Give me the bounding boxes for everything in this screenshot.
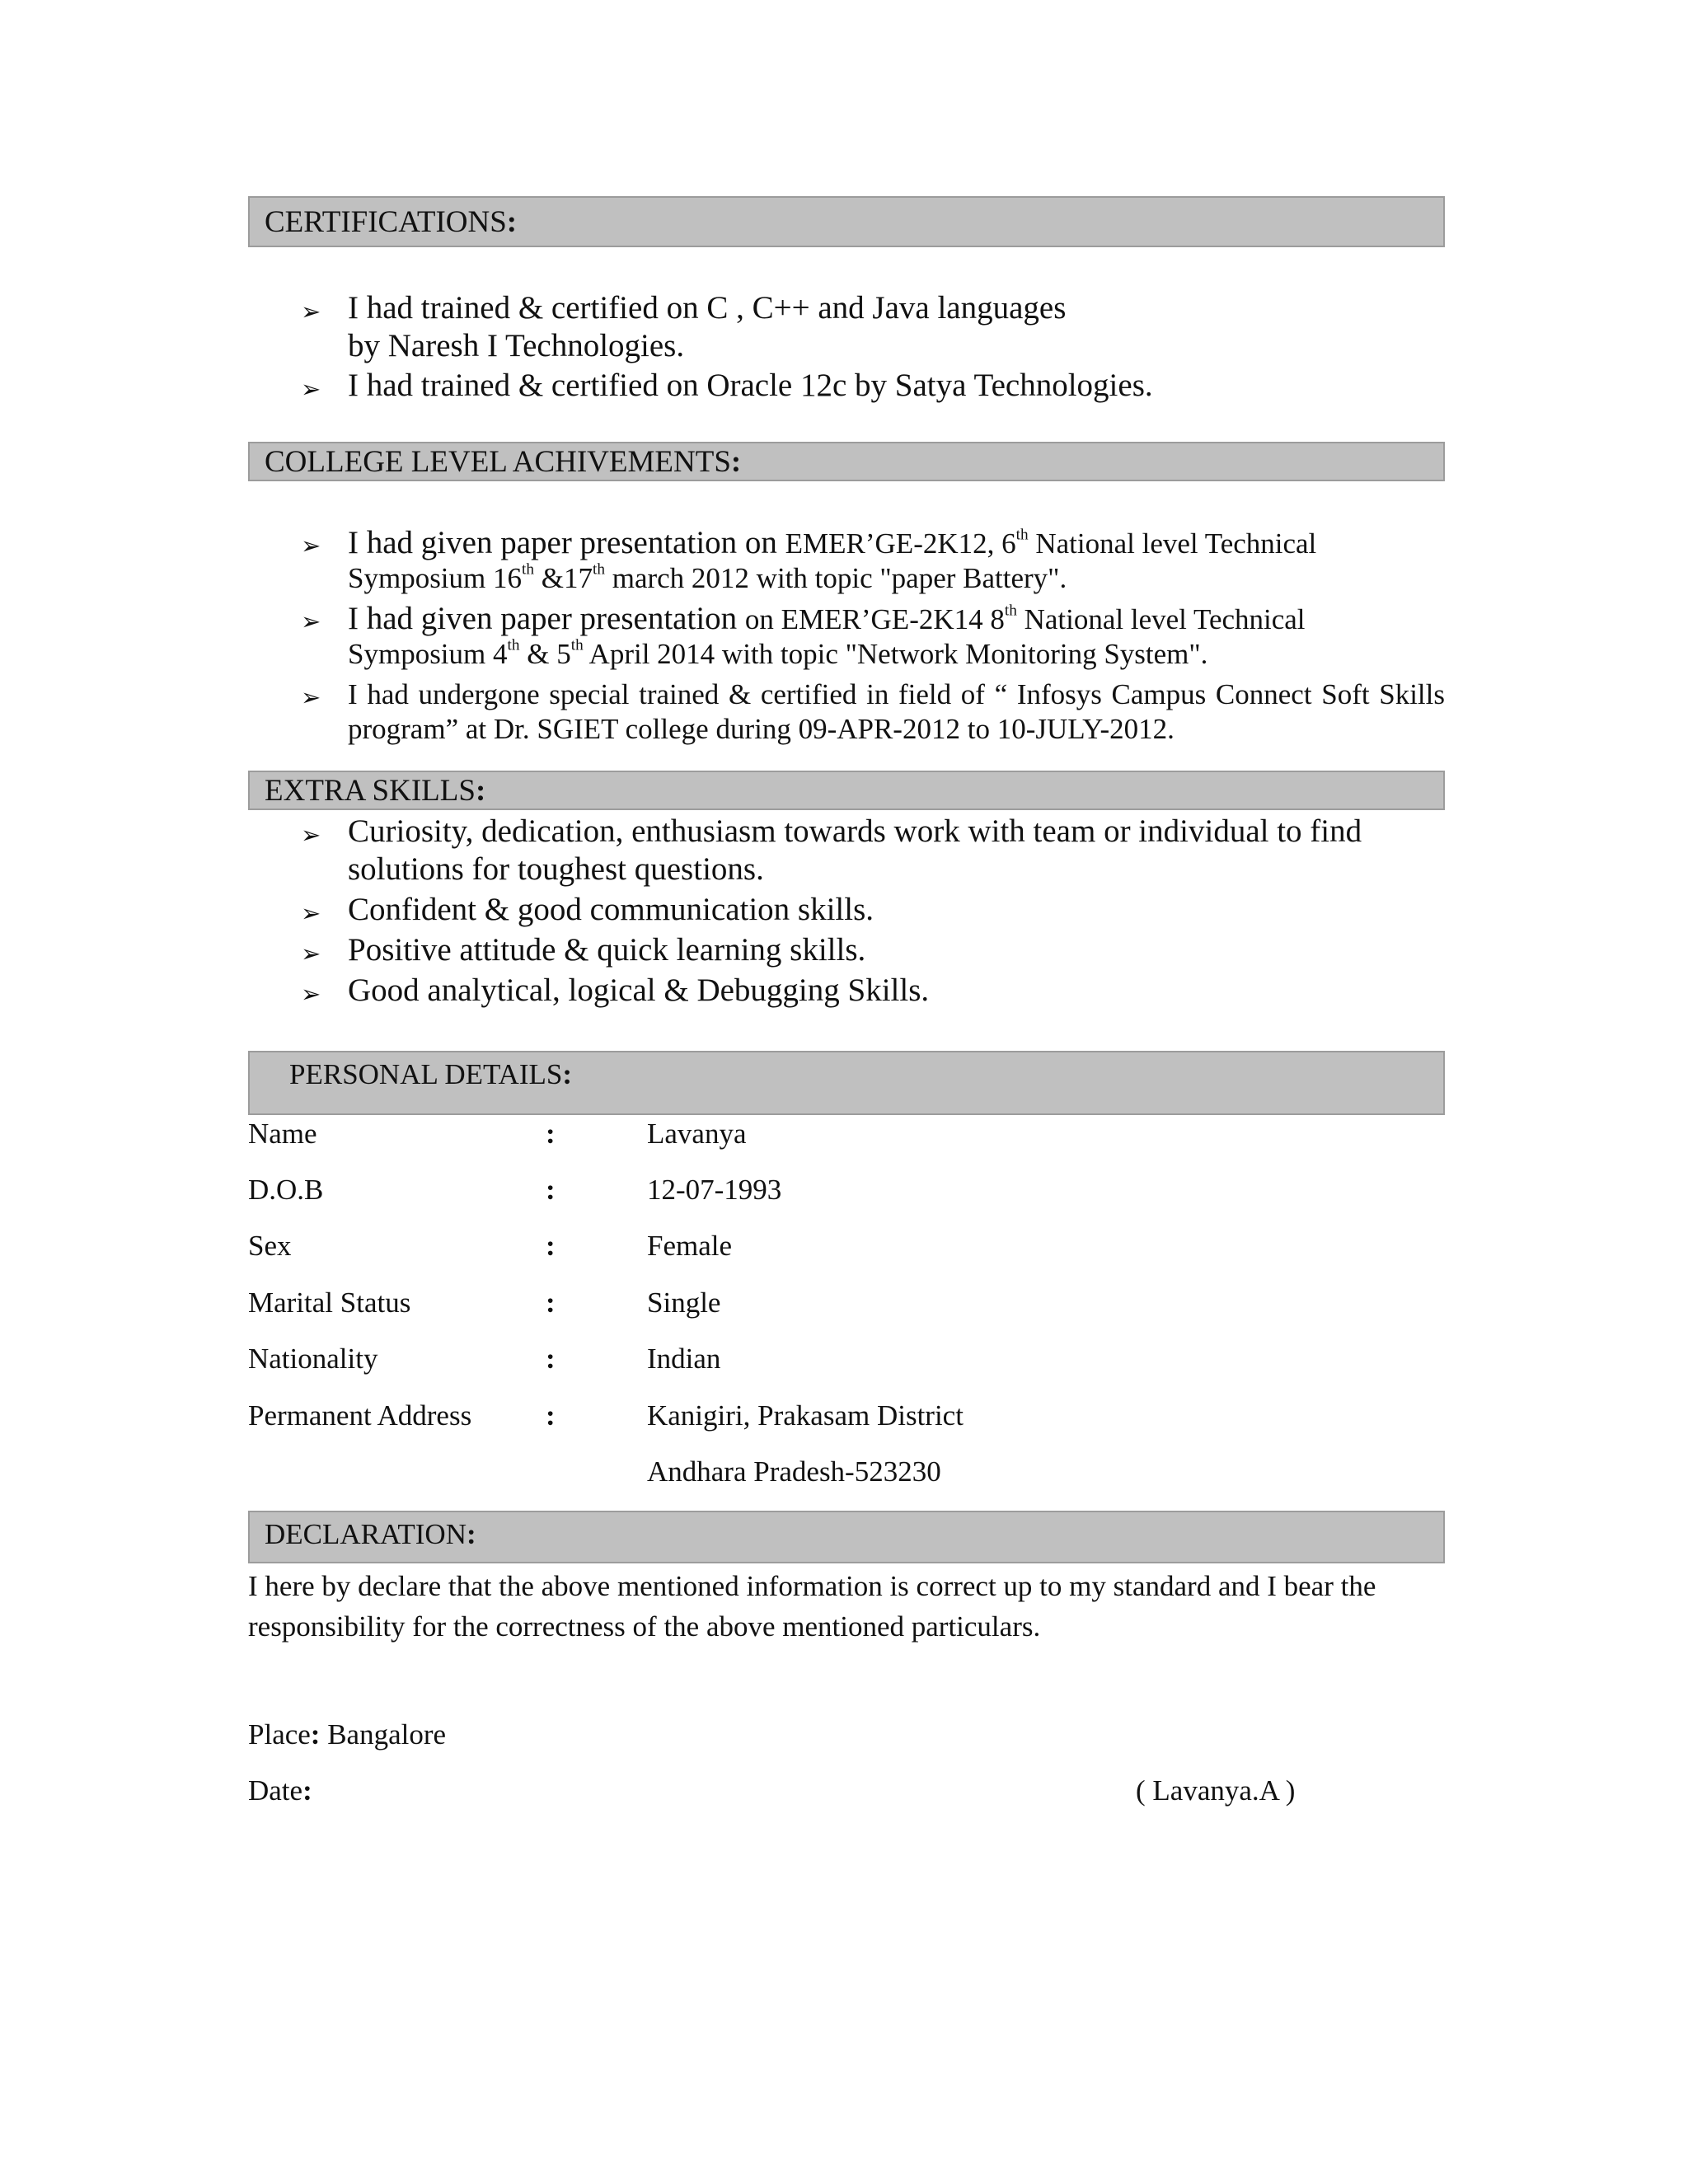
skill-1-text: Curiosity, dedication, enthusiasm towards work with team or individual to find solutions for toughest questions.: [348, 813, 1362, 887]
detail-value: Female: [647, 1230, 733, 1262]
arrowhead-bullet-icon: ➢: [301, 683, 321, 711]
arrowhead-bullet-icon: ➢: [301, 940, 321, 968]
achievement-1-sup-b: th: [522, 560, 534, 579]
achievement-1-part-a: EMER’GE-2K12, 6: [785, 527, 1016, 560]
list-item: [301, 289, 1445, 365]
list-item: [301, 813, 1445, 888]
achievement-3-text: I had undergone special trained & certified in field of “ Infosys Campus Connect Soft Skills program” at Dr. SGIET college during 09-APR-2012 to 10-JULY-2012.: [348, 678, 1445, 745]
list-item: [301, 677, 1445, 747]
skill-4-text: Good analytical, logical & Debugging Skills.: [348, 972, 930, 1008]
arrowhead-bullet-icon: ➢: [301, 298, 321, 326]
detail-value: Andhara Pradesh-523230: [647, 1455, 941, 1488]
cert-item-1-line2: by Naresh I Technologies.: [348, 328, 685, 363]
achievement-1-lead: I had given paper presentation on: [348, 525, 785, 560]
achievement-1-part-d: march 2012 with topic "paper Battery".: [604, 562, 1067, 594]
arrowhead-bullet-icon: ➢: [301, 980, 321, 1008]
list-item: [301, 602, 1445, 672]
detail-colon: :: [546, 1343, 556, 1375]
place-value: Bangalore: [320, 1718, 447, 1750]
achievement-1-part-c: &17: [534, 562, 593, 594]
arrowhead-bullet-icon: ➢: [301, 607, 321, 635]
achievement-2-part-c: & 5: [519, 638, 571, 670]
detail-label: Marital Status: [248, 1286, 411, 1319]
detail-label: D.O.B: [248, 1174, 324, 1206]
list-item: [301, 891, 1445, 929]
declaration-heading: DECLARATION: [265, 1518, 467, 1550]
cert-item-1-line1: I had trained & certified on C , C++ and Java languages: [348, 290, 1067, 326]
list-item: [301, 526, 1445, 596]
detail-colon: :: [546, 1174, 556, 1206]
arrowhead-bullet-icon: ➢: [301, 899, 321, 927]
extra-skills-list: [301, 813, 1445, 1010]
place-colon: :: [310, 1718, 321, 1750]
extra-skills-heading: EXTRA SKILLS: [265, 773, 476, 808]
extra-skills-heading-colon: :: [475, 773, 486, 808]
detail-value: Lavanya: [647, 1118, 747, 1150]
personal-details-header: [248, 1051, 1445, 1115]
achievements-header: [248, 442, 1445, 481]
achievements-list: [301, 526, 1445, 747]
declaration-text: I here by declare that the above mentioned information is correct up to my standard and I bear the responsibility for the correctness of the above mentioned particulars.: [248, 1570, 1376, 1643]
achievement-2-sup-b: th: [507, 636, 520, 654]
date-label: Date: [248, 1774, 303, 1807]
detail-value: Indian: [647, 1343, 721, 1375]
cert-item-2-line1: I had trained & certified on Oracle 12c by Satya Technologies.: [348, 368, 1153, 403]
detail-colon: :: [546, 1230, 556, 1262]
achievement-2-sup-c: th: [570, 636, 584, 654]
list-item: [301, 931, 1445, 969]
certifications-list: [301, 289, 1445, 405]
detail-label: Permanent Address: [248, 1399, 472, 1432]
achievement-1-sup-a: th: [1015, 526, 1029, 544]
detail-label: Name: [248, 1118, 317, 1150]
date-colon: :: [302, 1774, 312, 1807]
personal-details-heading-colon: :: [562, 1058, 572, 1090]
detail-value: 12-07-1993: [647, 1174, 782, 1206]
declaration-heading-colon: :: [466, 1518, 476, 1550]
skill-3-text: Positive attitude & quick learning skills.: [348, 932, 866, 968]
arrowhead-bullet-icon: ➢: [301, 821, 321, 849]
achievement-2-sup-a: th: [1004, 602, 1017, 620]
detail-colon: :: [546, 1118, 556, 1150]
arrowhead-bullet-icon: ➢: [301, 532, 321, 560]
achievements-heading-colon: :: [730, 444, 742, 479]
detail-value: Kanigiri, Prakasam District: [647, 1399, 964, 1432]
achievement-2-part-d: April 2014 with topic "Network Monitoring System".: [583, 638, 1208, 670]
place-line: [248, 1720, 446, 1749]
detail-colon: :: [546, 1286, 556, 1319]
declaration-header: [248, 1511, 1445, 1563]
achievement-1-part-b: National level Technical Symposium 16: [348, 527, 1317, 594]
list-item: [301, 367, 1445, 405]
achievement-2-lead: I had given paper presentation: [348, 601, 745, 636]
certifications-heading-colon: :: [506, 204, 518, 239]
detail-label: Nationality: [248, 1343, 378, 1375]
place-label: Place: [248, 1718, 311, 1750]
achievement-2-part-b: National level Technical Symposium 4: [348, 603, 1306, 670]
detail-label: Sex: [248, 1230, 292, 1262]
date-line: [248, 1776, 312, 1805]
achievement-1-sup-c: th: [592, 560, 605, 579]
skill-2-text: Confident & good communication skills.: [348, 892, 874, 927]
signature-name: ( Lavanya.A ): [1136, 1774, 1296, 1807]
achievements-heading: COLLEGE LEVEL ACHIVEMENTS: [265, 444, 731, 479]
certifications-header: [248, 196, 1445, 247]
achievement-2-part-a: on EMER’GE-2K14 8: [744, 603, 1005, 635]
certifications-heading: CERTIFICATIONS: [265, 204, 507, 239]
extra-skills-header: [248, 771, 1445, 810]
detail-value: Single: [647, 1286, 721, 1319]
detail-colon: :: [546, 1399, 556, 1432]
list-item: [301, 972, 1445, 1010]
arrowhead-bullet-icon: ➢: [301, 375, 321, 403]
personal-details-heading: PERSONAL DETAILS: [289, 1058, 563, 1090]
